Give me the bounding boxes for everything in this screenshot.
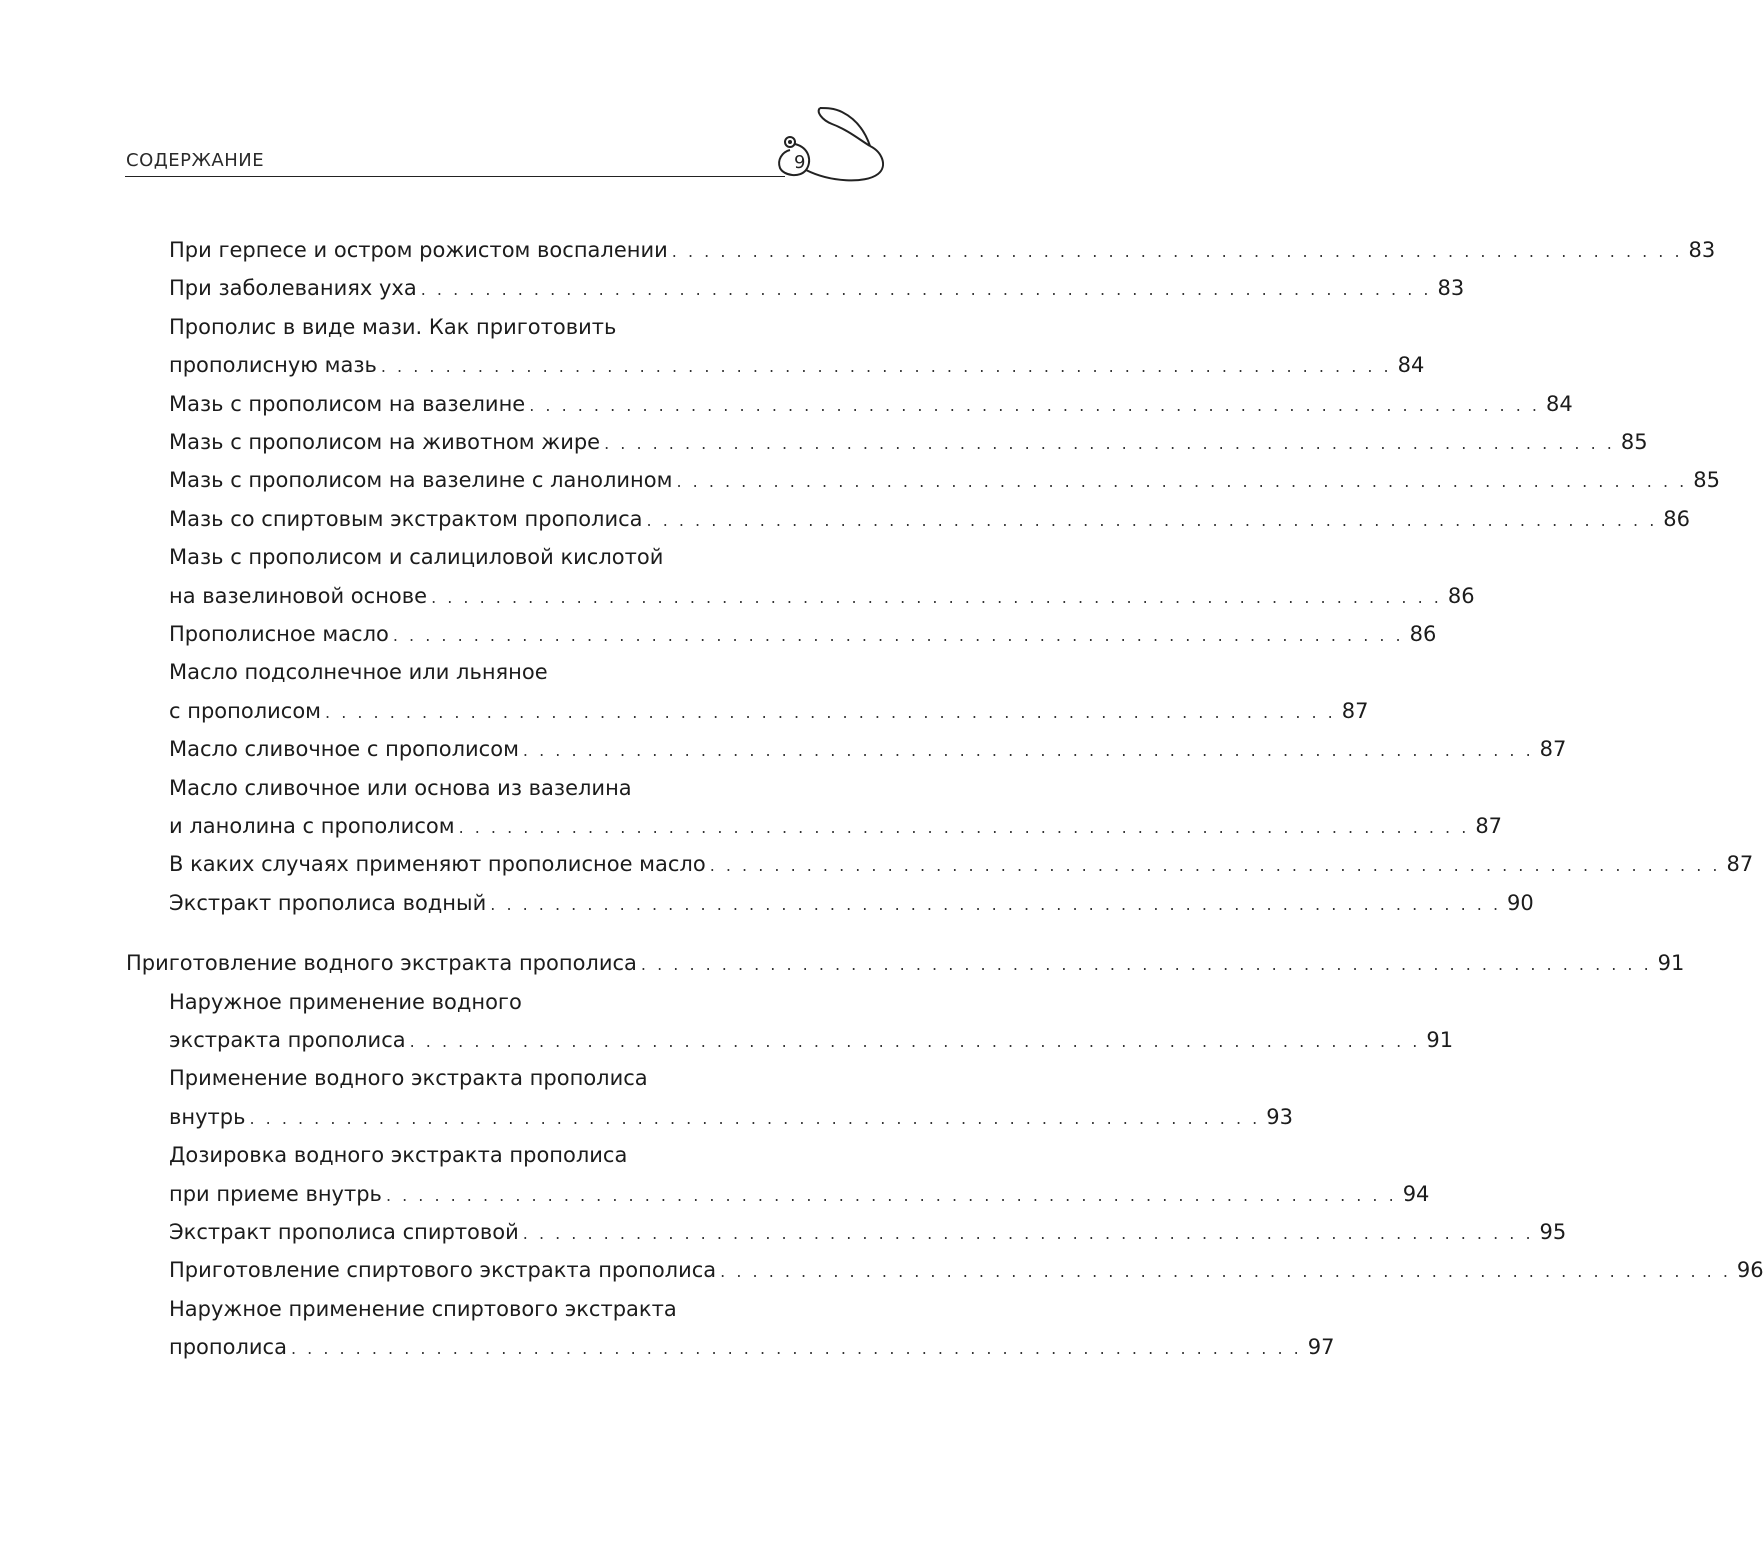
toc-entry-title: внутрь xyxy=(169,1104,246,1129)
toc-entry-line xyxy=(169,1103,1293,1131)
toc-entry-line xyxy=(169,850,1754,878)
toc-entry-title: Приготовление водного экстракта прополиса xyxy=(126,951,637,976)
toc-leader-dots: . . . . . . . . . . . . . . . . . . . . . . . . . . . . . . . . . . . . . . . . . . . . . . . . . . . . . . . . . . . . . . . xyxy=(420,280,1432,300)
toc-entry-title: Мазь с прополисом на животном жире xyxy=(169,430,601,454)
toc-entry-title: прополисную мазь xyxy=(169,353,377,378)
toc-leader-dots: . . . . . . . . . . . . . . . . . . . . . . . . . . . . . . . . . . . . . . . . . . . . . . . . . . . . . . . . . . . . . . . xyxy=(671,242,1683,261)
toc-leader-dots: . . . . . . . . . . . . . . . . . . . . . . . . . . . . . . . . . . . . . . . . . . . . . . . . . . . . . . . . . . . . . . . xyxy=(490,894,1502,914)
toc-entry-title: Наружное применение спиртового экстракта xyxy=(169,1296,677,1321)
toc-leader-dots: . . . . . . . . . . . . . . . . . . . . . . . . . . . . . . . . . . . . . . . . . . . . . . . . . . . . . . . . . . . . . . . xyxy=(385,1185,1397,1205)
toc-entry-line xyxy=(169,428,1648,456)
toc-leader-dots: . . . . . . . . . . . . . . . . . . . . . . . . . . . . . . . . . . . . . . . . . . . . . . . . . . . . . . . . . . . . . . . xyxy=(676,472,1688,492)
toc-page-number: 87 xyxy=(1539,737,1567,762)
toc-page-number: 84 xyxy=(1545,391,1573,416)
toc-entry-title: Экстракт прополиса водный xyxy=(169,890,487,915)
toc-page-number: 91 xyxy=(1426,1028,1454,1052)
toc-page-number: 94 xyxy=(1402,1181,1430,1206)
toc-entry-line xyxy=(169,236,1716,264)
toc-entry-title: прополиса xyxy=(169,1335,287,1360)
toc-page-number: 90 xyxy=(1507,890,1534,915)
toc-leader-dots: . . . . . . . . . . . . . . . . . . . . . . . . . . . . . . . . . . . . . . . . . . . . . . . . . . . . . . . . . . . . . . . xyxy=(431,587,1442,607)
toc-entry-title: Масло подсолнечное или льняное xyxy=(169,660,548,685)
toc-page-number: 93 xyxy=(1266,1104,1293,1129)
toc-page-number: 87 xyxy=(1726,852,1754,877)
toc-page-number: 96 xyxy=(1736,1258,1764,1283)
toc-page-number: 95 xyxy=(1539,1220,1567,1244)
toc-entry-title: В каких случаях применяют прополисное масло xyxy=(169,852,706,877)
toc-entry-title: Приготовление спиртового экстракта прополиса xyxy=(169,1258,717,1283)
toc-leader-dots: . . . . . . . . . . . . . . . . . . . . . . . . . . . . . . . . . . . . . . . . . . . . . . . . . . . . . . . . . . . . . . . xyxy=(249,1108,1261,1128)
toc-entry-line xyxy=(169,1064,648,1092)
toc-entry-title: Дозировка водного экстракта прополиса xyxy=(169,1143,628,1168)
toc-entry-title: При заболеваниях уха xyxy=(169,276,417,301)
toc-entry-line xyxy=(169,774,632,802)
toc-entry-title: Прополис в виде мази. Как приготовить xyxy=(169,314,617,339)
toc-entry-title: Мазь с прополисом на вазелине с ланолином xyxy=(169,468,673,493)
toc-entry-line xyxy=(169,351,1425,379)
toc-entry-line xyxy=(169,1180,1430,1208)
toc-entry-line xyxy=(169,505,1691,533)
toc-entry-title: Экстракт прополиса спиртовой xyxy=(169,1220,519,1244)
toc-leader-dots: . . . . . . . . . . . . . . . . . . . . . . . . . . . . . . . . . . . . . . . . . . . . . . . . . . . . . . . . . . . . . . . xyxy=(392,626,1404,645)
toc-entry-line xyxy=(169,390,1573,418)
header-title: СОДЕРЖАНИЕ xyxy=(126,150,265,171)
toc-leader-dots: . . . . . . . . . . . . . . . . . . . . . . . . . . . . . . . . . . . . . . . . . . . . . . . . . . . . . . . . . . . . . . . xyxy=(646,510,1658,530)
toc-leader-dots: . . . . . . . . . . . . . . . . . . . . . . . . . . . . . . . . . . . . . . . . . . . . . . . . . . . . . . . . . . . . . . . xyxy=(458,818,1470,837)
toc-page-number: 87 xyxy=(1341,698,1369,723)
toc-leader-dots: . . . . . . . . . . . . . . . . . . . . . . . . . . . . . . . . . . . . . . . . . . . . . . . . . . . . . . . . . . . . . . . xyxy=(640,955,1652,975)
toc-section-line xyxy=(126,949,1685,977)
toc-entry-line xyxy=(169,1256,1764,1284)
toc-entry-title: Масло сливочное с прополисом xyxy=(169,737,519,762)
toc-page-number: 85 xyxy=(1693,468,1720,493)
toc-page-number: 83 xyxy=(1688,238,1716,262)
toc-leader-dots: . . . . . . . . . . . . . . . . . . . . . . . . . . . . . . . . . . . . . . . . . . . . . . . . . . . . . . . . . . . . . . . xyxy=(290,1339,1302,1359)
toc-page-number: 87 xyxy=(1475,814,1503,838)
toc-entry-line xyxy=(169,658,548,686)
toc-entry-line xyxy=(169,543,663,571)
toc-entry-title: Масло сливочное или основа из вазелина xyxy=(169,775,632,800)
toc-entry-line xyxy=(169,1295,677,1323)
toc-entry-title: Применение водного экстракта прополиса xyxy=(169,1066,648,1091)
toc-entry-title: и ланолина с прополисом xyxy=(169,814,455,838)
toc-leader-dots: . . . . . . . . . . . . . . . . . . . . . . . . . . . . . . . . . . . . . . . . . . . . . . . . . . . . . . . . . . . . . . . xyxy=(325,702,1336,722)
page-number: 9 xyxy=(794,152,806,173)
toc-entry-title: Мазь с прополисом и салициловой кислотой xyxy=(169,545,664,570)
toc-entry-line xyxy=(169,889,1534,917)
toc-entry-title: Мазь со спиртовым экстрактом прополиса xyxy=(169,506,643,531)
toc-leader-dots: . . . . . . . . . . . . . . . . . . . . . . . . . . . . . . . . . . . . . . . . . . . . . . . . . . . . . . . . . . . . . . . xyxy=(380,357,1392,377)
toc-page-number: 86 xyxy=(1447,583,1475,608)
toc-entry-title: Прополисное масло xyxy=(169,622,389,646)
toc-entry-line xyxy=(169,988,522,1016)
toc-entry-line xyxy=(169,1218,1567,1246)
toc-entry-line xyxy=(169,812,1503,840)
toc-entry-line xyxy=(169,466,1720,494)
toc-entry-title: на вазелиновой основе xyxy=(169,583,428,608)
header-divider xyxy=(125,176,785,177)
toc-entry-line xyxy=(169,697,1369,725)
toc-entry-line xyxy=(169,620,1437,648)
toc-page-number: 97 xyxy=(1307,1335,1335,1360)
toc-entry-title: при приеме внутрь xyxy=(169,1181,382,1206)
toc-entry-line xyxy=(169,1141,627,1169)
toc-entry-line xyxy=(169,1026,1454,1054)
toc-leader-dots: . . . . . . . . . . . . . . . . . . . . . . . . . . . . . . . . . . . . . . . . . . . . . . . . . . . . . . . . . . . . . . . xyxy=(522,1224,1534,1243)
toc-leader-dots: . . . . . . . . . . . . . . . . . . . . . . . . . . . . . . . . . . . . . . . . . . . . . . . . . . . . . . . . . . . . . . . xyxy=(529,395,1540,415)
toc-leader-dots: . . . . . . . . . . . . . . . . . . . . . . . . . . . . . . . . . . . . . . . . . . . . . . . . . . . . . . . . . . . . . . . xyxy=(720,1262,1731,1282)
stethoscope-icon xyxy=(770,100,890,190)
toc-leader-dots: . . . . . . . . . . . . . . . . . . . . . . . . . . . . . . . . . . . . . . . . . . . . . . . . . . . . . . . . . . . . . . . xyxy=(709,856,1721,876)
toc-leader-dots: . . . . . . . . . . . . . . . . . . . . . . . . . . . . . . . . . . . . . . . . . . . . . . . . . . . . . . . . . . . . . . . xyxy=(522,741,1534,761)
toc-page-number: 86 xyxy=(1663,506,1691,531)
toc-page-number: 83 xyxy=(1437,276,1465,301)
toc-leader-dots: . . . . . . . . . . . . . . . . . . . . . . . . . . . . . . . . . . . . . . . . . . . . . . . . . . . . . . . . . . . . . . . xyxy=(604,434,1615,453)
toc-entry-line xyxy=(169,313,616,341)
toc-page-number: 85 xyxy=(1620,430,1648,454)
toc-entry-line xyxy=(169,274,1465,302)
toc-page-number: 84 xyxy=(1397,353,1425,378)
toc-entry-title: экстракта прополиса xyxy=(169,1028,406,1052)
toc-page-number: 91 xyxy=(1657,951,1685,976)
toc-entry-title: с прополисом xyxy=(169,698,322,723)
toc-entry-title: Мазь с прополисом на вазелине xyxy=(169,391,526,416)
toc-leader-dots: . . . . . . . . . . . . . . . . . . . . . . . . . . . . . . . . . . . . . . . . . . . . . . . . . . . . . . . . . . . . . . . xyxy=(409,1032,1421,1051)
toc-entry-line xyxy=(169,582,1475,610)
toc-entry-title: При герпесе и остром рожистом воспалении xyxy=(169,238,668,262)
toc-entry-line xyxy=(169,1333,1335,1361)
toc-page-number: 86 xyxy=(1409,622,1437,646)
toc-entry-line xyxy=(169,735,1567,763)
toc-entry-title: Наружное применение водного xyxy=(169,989,522,1014)
